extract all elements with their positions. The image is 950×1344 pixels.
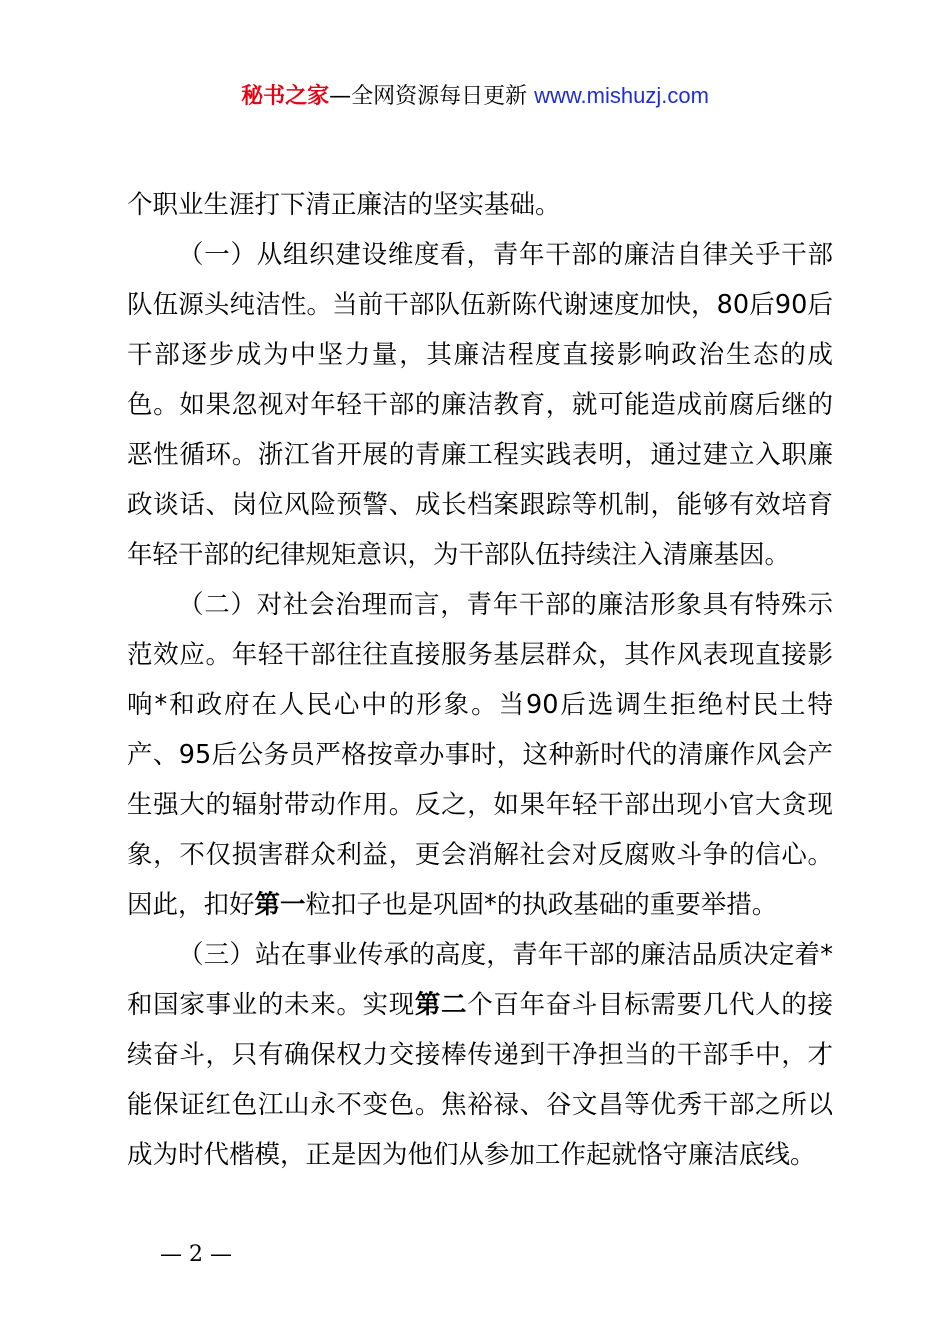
paragraph-text: 个百年奋斗目标需要几代人的接续奋斗，只有确保权力交接棒传递到干净担当的干部手中，才能保证红色江山永不变色。焦裕禄、谷文昌等优秀干部之所以成为时代楷模，正是因为他们从参加工作起就恪守廉洁底线。 bbox=[127, 990, 833, 1170]
paragraph-organization: （一）从组织建设维度看，青年干部的廉洁自律关乎干部队伍源头纯洁性。当前干部队伍新陈代谢速度加快，80后90后干部逐步成为中坚力量，其廉洁程度直接影响政治生态的成色。如果忽视对年轻干部的廉洁教育，就可能造成前腐后继的恶性循环。浙江省开展的青廉工程实践表明，通过建立入职廉政谈话、岗位风险预警、成长档案跟踪等机制，能够有效培育年轻干部的纪律规矩意识，为干部队伍持续注入清廉基因。 bbox=[127, 240, 833, 570]
paragraph-text: （二）对社会治理而言，青年干部的廉洁形象具有特殊示范效应。年轻干部往往直接服务基层群众，其作风表现直接影响*和政府在人民心中的形象。当90后选调生拒绝村民土特产、95后公务员严格按章办事时，这种新时代的清廉作风会产生强大的辐射带动作用。反之，如果年轻干部出现小官大贪现象，不仅损害群众利益，更会消解社会对反腐败斗争的信心。因此，扣好 bbox=[127, 590, 833, 920]
bold-term: 第一 bbox=[254, 890, 306, 920]
bold-term: 第二 bbox=[414, 990, 468, 1020]
paragraph-text: 粒扣子也是巩固*的执政基础的重要举措。 bbox=[305, 890, 778, 920]
paragraph-career-inheritance bbox=[127, 930, 833, 1180]
page-number: — 2 — bbox=[160, 1242, 232, 1267]
paragraph-continued: 个职业生涯打下清正廉洁的坚实基础。 bbox=[127, 190, 561, 220]
site-url[interactable]: www.mishuzj.com bbox=[534, 83, 709, 108]
header-tagline: —全网资源每日更新 bbox=[329, 84, 528, 109]
brand-name: 秘书之家 bbox=[241, 84, 330, 109]
paragraph-social-governance bbox=[127, 580, 833, 930]
document-body bbox=[127, 180, 833, 1180]
paragraph-text: （三）站在事业传承的高度，青年干部的廉洁品质决定着*和国家事业的未来。实现 bbox=[127, 940, 833, 1020]
site-header bbox=[0, 80, 950, 113]
